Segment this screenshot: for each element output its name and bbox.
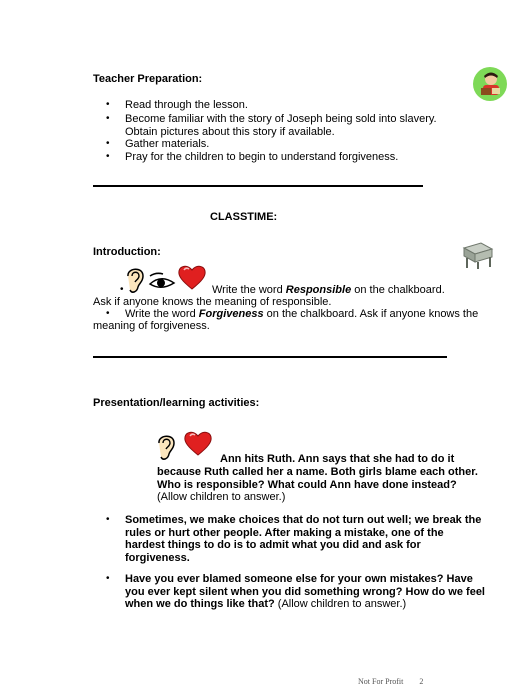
intro-item-1-text: Write the word: [212, 284, 286, 296]
story-line-2: because Ruth called her a name. Both girls blame each other.: [157, 466, 478, 478]
bullet-marker: •: [106, 113, 110, 124]
intro-item-2-text: Write the word: [125, 308, 199, 320]
bullet-2-line-2: you ever kept silent when you did something wrong? How do we feel: [125, 585, 485, 598]
intro-item-1-line-2: Ask if anyone knows the meaning of responsible.: [93, 296, 332, 308]
bullet-marker: •: [106, 99, 110, 110]
bullet-2-note: (Allow children to answer.): [274, 598, 407, 611]
bullet-marker: •: [106, 514, 110, 525]
prep-item-2-line-2: Obtain pictures about this story if available.: [125, 125, 335, 138]
intro-item-1: [212, 284, 445, 297]
story-line-1: Ann hits Ruth. Ann says that she had to do it: [220, 453, 455, 465]
bullet-marker: •: [106, 573, 110, 584]
page-number: 2: [419, 677, 424, 686]
intro-item-2-line-2: meaning of forgiveness.: [93, 320, 210, 332]
teacher-prep-heading: Teacher Preparation:: [93, 73, 203, 85]
intro-item-2: [125, 308, 478, 321]
bullet-marker: •: [120, 284, 124, 295]
prep-item-4: Pray for the children to begin to understand forgiveness.: [125, 151, 399, 163]
presentation-heading: Presentation/learning activities:: [93, 397, 260, 409]
bullet-1-line-4: forgiveness.: [125, 551, 190, 564]
bullet-1-line-3: hardest things to do is to admit what you did and ask for: [125, 539, 421, 552]
ear-icon: [155, 432, 177, 462]
bullet-1-line-1: Sometimes, we make choices that do not turn out well; we break the: [125, 514, 482, 526]
keyword-forgiveness: Forgiveness: [198, 308, 264, 320]
heart-icon: [183, 429, 213, 457]
bullet-marker: •: [106, 138, 110, 149]
bullet-marker: •: [106, 151, 110, 162]
story-line-3: Who is responsible? What could Ann have done instead?: [157, 479, 457, 491]
school-desk-icon: [461, 240, 495, 270]
prep-item-3: Gather materials.: [125, 138, 210, 150]
prep-item-2: [125, 113, 437, 138]
introduction-heading: Introduction:: [93, 246, 161, 258]
classtime-heading: CLASSTIME:: [210, 211, 278, 223]
intro-item-1-text-end: on the chalkboard.: [351, 284, 445, 296]
heart-icon: [177, 263, 207, 291]
bullet-2-line-1: Have you ever blamed someone else for your own mistakes? Have: [125, 573, 473, 585]
prep-item-1: Read through the lesson.: [125, 99, 248, 111]
presentation-bullet-2: [125, 573, 485, 611]
eye-icon: [148, 272, 176, 292]
footer-text: Not For Profit: [358, 677, 404, 686]
ear-icon: [124, 265, 146, 295]
reading-child-icon: [472, 66, 508, 102]
section-divider: [93, 356, 447, 358]
bullet-1-line-2: rules or hurt other people. After making a mistake, one of the: [125, 526, 444, 539]
bullet-marker: •: [106, 308, 110, 319]
section-divider: [93, 185, 423, 187]
keyword-responsible: Responsible: [285, 284, 352, 296]
footer: [358, 677, 423, 686]
intro-item-2-text-end: on the chalkboard. Ask if anyone knows the: [263, 308, 479, 320]
bullet-2-line-3: when we do things like that?: [125, 598, 275, 611]
story-note: (Allow children to answer.): [157, 491, 286, 503]
presentation-bullet-1: [125, 514, 481, 564]
prep-item-2-line-1: Become familiar with the story of Joseph being sold into slavery.: [125, 113, 437, 125]
